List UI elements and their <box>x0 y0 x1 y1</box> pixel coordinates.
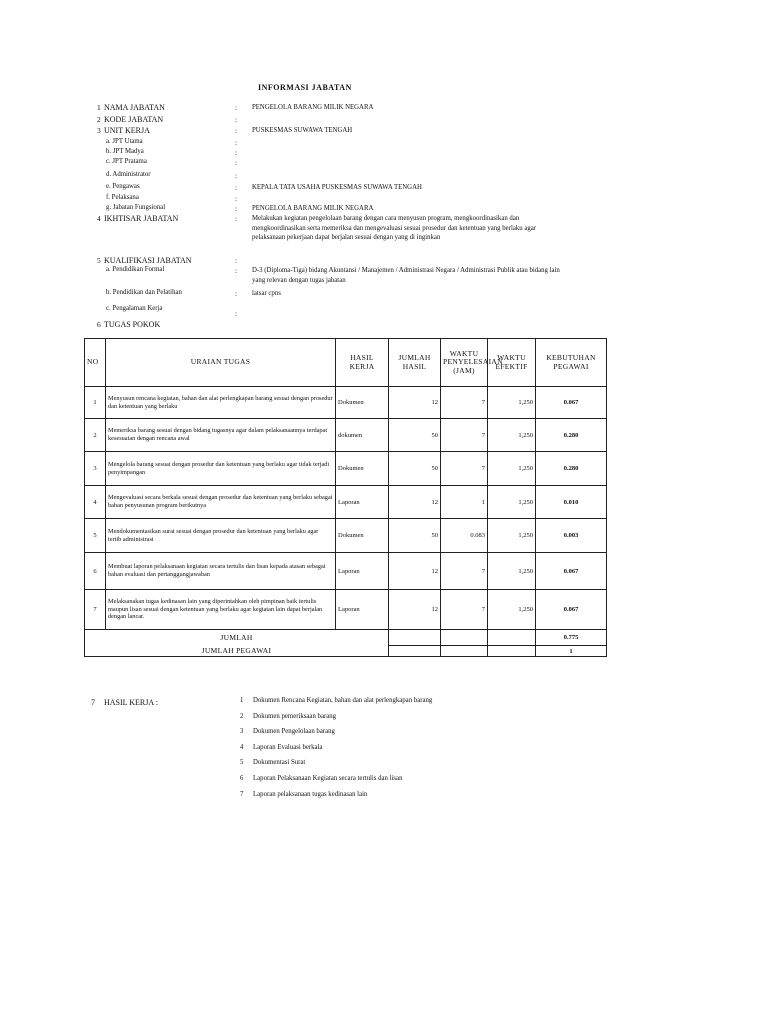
info-num: 5 <box>97 256 101 265</box>
info-colon: : <box>235 158 238 167</box>
info-row <box>0 148 768 158</box>
list-item-num: 3 <box>240 728 244 736</box>
list-item-num: 4 <box>240 743 244 751</box>
row-jumlah: 50 <box>389 519 441 553</box>
info-row <box>0 103 768 114</box>
row-no: 5 <box>85 519 106 553</box>
row-jumlah: 12 <box>389 553 441 590</box>
page-title: INFORMASI JABATAN <box>258 83 352 92</box>
info-label: f. Pelaksana <box>106 194 139 201</box>
info-label: IKHTISAR JABATAN <box>104 214 179 223</box>
row-efektif: 1,250 <box>488 553 536 590</box>
list-item-num: 7 <box>240 790 244 798</box>
row-hasil: Laporan <box>336 590 389 630</box>
row-hasil: dokumen <box>336 419 389 452</box>
row-kebutuhan: 0.003 <box>536 519 607 553</box>
info-row <box>0 320 768 330</box>
info-colon: : <box>235 103 238 112</box>
header-no: NO <box>85 339 106 387</box>
row-kebutuhan: 0.067 <box>536 590 607 630</box>
header-jumlah: JUMLAH HASIL <box>389 339 441 387</box>
table-row <box>85 519 607 553</box>
table-row <box>85 486 607 519</box>
list-item-text: Dokumen Pengelolaan barang <box>253 728 335 736</box>
info-colon: : <box>235 256 238 265</box>
info-row <box>0 214 768 254</box>
info-colon: : <box>235 115 238 124</box>
info-label: NAMA JABATAN <box>104 103 165 112</box>
jumlah-label: JUMLAH <box>85 630 389 646</box>
info-label: KODE JABATAN <box>104 115 164 124</box>
info-value: KEPALA TATA USAHA PUSKESMAS SUWAWA TENGAH <box>252 184 422 191</box>
row-uraian: Mengelola barang sesuai dengan prosedur dan ketentuan yang berlaku agar tidak terjadi penyimpangan <box>106 452 336 486</box>
row-hasil: Dokumen <box>336 387 389 419</box>
info-row <box>0 126 768 137</box>
table-row <box>85 590 607 630</box>
row-jumlah: 12 <box>389 486 441 519</box>
info-label: b. JPT Madya <box>106 148 144 155</box>
info-colon: : <box>235 214 238 223</box>
row-efektif: 1,250 <box>488 452 536 486</box>
info-label: KUALIFIKASI JABATAN <box>104 256 192 265</box>
row-jumlah: 12 <box>389 590 441 630</box>
header-waktu: WAKTU PENYELESAIAN (JAM) <box>441 339 488 387</box>
row-no: 4 <box>85 486 106 519</box>
info-row <box>0 305 768 319</box>
info-num: 6 <box>97 320 101 329</box>
row-jumlah: 12 <box>389 387 441 419</box>
row-no: 1 <box>85 387 106 419</box>
info-label: c. JPT Pratama <box>106 158 147 165</box>
row-waktu: 7 <box>441 387 488 419</box>
list-item-num: 5 <box>240 759 244 767</box>
header-uraian: URAIAN TUGAS <box>106 339 336 387</box>
list-item-num: 1 <box>240 697 244 704</box>
info-colon: : <box>235 138 238 147</box>
header-kebutuhan: KEBUTUHAN PEGAWAI <box>536 339 607 387</box>
info-label: TUGAS POKOK <box>104 320 161 329</box>
info-label: UNIT KERJA <box>104 126 150 135</box>
info-row <box>0 138 768 148</box>
row-uraian: Mendokumentasikan surat sesuai dengan prosedur dan ketentuan yang berlaku agar tertib administrasi <box>106 519 336 553</box>
row-kebutuhan: 0.010 <box>536 486 607 519</box>
info-row <box>0 115 768 126</box>
list-item-text: Laporan Evaluasi berkala <box>253 743 323 751</box>
info-colon: : <box>235 126 238 135</box>
row-waktu: 7 <box>441 590 488 630</box>
info-row <box>0 171 768 181</box>
info-colon: : <box>235 148 238 157</box>
row-efektif: 1,250 <box>488 486 536 519</box>
info-num: 1 <box>97 103 101 112</box>
row-efektif: 1,250 <box>488 387 536 419</box>
info-colon: : <box>235 266 238 275</box>
row-uraian: Menyusun rencana kegiatan, bahan dan alat perlengkapan barang sesuai dengan prosedur dan ketentuan yang berlaku <box>106 387 336 419</box>
row-hasil: Dokumen <box>336 519 389 553</box>
info-label: d. Administrator <box>106 171 151 178</box>
info-colon: : <box>235 194 238 203</box>
row-hasil: Laporan <box>336 553 389 590</box>
row-jumlah: 50 <box>389 452 441 486</box>
row-no: 6 <box>85 553 106 590</box>
row-waktu: 7 <box>441 452 488 486</box>
row-waktu: 7 <box>441 419 488 452</box>
info-label: b. Pendidikan dan Pelatihan <box>106 289 182 296</box>
info-value: PENGELOLA BARANG MILIK NEGARA <box>252 205 374 212</box>
list-item-text: Dokumen pemeriksaan barang <box>253 712 337 720</box>
row-waktu: 0.083 <box>441 519 488 553</box>
table-row <box>85 452 607 486</box>
row-uraian: Melaksanakan tugas kedinasan lain yang diperintahkan oleh pimpinan baik tertulis maupun lisan sesuai dengan ketentuan yang berlaku agar kegiatan lain dapat berjalan dengan lancar. <box>106 590 336 630</box>
info-label: c. Pengalaman Kerja <box>106 305 163 312</box>
info-value: PENGELOLA BARANG MILIK NEGARA <box>252 104 374 111</box>
table-row <box>85 419 607 452</box>
jumlah-value: 0.775 <box>536 630 607 646</box>
row-kebutuhan: 0.280 <box>536 419 607 452</box>
list-item-num: 6 <box>240 774 244 782</box>
row-hasil: Laporan <box>336 486 389 519</box>
row-kebutuhan: 0.280 <box>536 452 607 486</box>
info-label: g. Jabatan Fungsional <box>106 204 166 211</box>
row-efektif: 1,250 <box>488 590 536 630</box>
list-item-text: Laporan Pelaksanaan Kegiatan secara tertulis dan lisan <box>253 774 403 782</box>
row-efektif: 1,250 <box>488 519 536 553</box>
jumlah-pegawai-value: 1 <box>536 646 607 657</box>
list-item-text: Dokumentasi Surat <box>253 759 306 767</box>
row-kebutuhan: 0.067 <box>536 553 607 590</box>
row-kebutuhan: 0.067 <box>536 387 607 419</box>
info-colon: : <box>235 289 238 298</box>
row-waktu: 1 <box>441 486 488 519</box>
info-row <box>0 266 768 288</box>
info-value: Melakukan kegiatan pengelolaan barang dengan cara menyusun program, mengkoordinasikan dan mengkoordinasikan serta memeriksa dan mengevaluasi sesuai prosedur dan ketentuan yang berlaku agar pelaksanaan pekerjaan dapat berjalan sesuai dengan yang di inginkan <box>252 215 537 241</box>
list-item-text: Laporan pelaksanaan tugas kedinasan lain <box>253 790 368 798</box>
tugas-table <box>84 338 607 657</box>
hasil-kerja-label: HASIL KERJA : <box>104 698 158 707</box>
info-num: 2 <box>97 115 101 124</box>
info-colon: : <box>235 204 238 213</box>
info-colon: : <box>235 171 238 180</box>
hasil-kerja-num: 7 <box>91 698 95 707</box>
list-item-num: 2 <box>240 712 244 720</box>
list-item-text: Dokumen Rencana Kegiatan, bahan dan alat perlengkapan barang <box>253 697 433 704</box>
info-row <box>0 194 768 204</box>
info-row <box>0 158 768 168</box>
info-num: 4 <box>97 214 101 223</box>
table-row <box>85 387 607 419</box>
table-row <box>85 553 607 590</box>
row-no: 2 <box>85 419 106 452</box>
info-num: 3 <box>97 126 101 135</box>
header-hasil: HASIL KERJA <box>336 339 389 387</box>
info-value: D-3 (Diploma-Tiga) bidang Akuntansi / Manajemen / Administrasi Negara / Administrasi Publik atau bidang lain yang relevan dengan tugas jabatan <box>252 267 560 284</box>
row-efektif: 1,250 <box>488 419 536 452</box>
jumlah-pegawai-label: JUMLAH PEGAWAI <box>85 646 389 657</box>
info-label: a. JPT Utama <box>106 138 143 145</box>
row-jumlah: 50 <box>389 419 441 452</box>
row-uraian: Memeriksa barang sesuai dengan bidang tugasnya agar dalam pelaksanaannya terdapat kesesuaian dengan rencana awal <box>106 419 336 452</box>
header-efektif: WAKTU EFEKTIF <box>488 339 536 387</box>
row-no: 3 <box>85 452 106 486</box>
info-value: PUSKESMAS SUWAWA TENGAH <box>252 127 353 134</box>
info-value: latsar cpns <box>252 290 281 297</box>
info-label: a. Pendidikan Formal <box>106 266 165 273</box>
row-uraian: Membuat laporan pelaksanaan kegiatan secara tertulis dan lisan kepada atasan sebagai bahan evaluasi dan pertanggungjawaban <box>106 553 336 590</box>
info-row <box>0 204 768 214</box>
info-row <box>0 289 768 303</box>
info-colon: : <box>235 183 238 192</box>
info-row <box>0 183 768 193</box>
row-hasil: Dokumen <box>336 452 389 486</box>
row-uraian: Mengevaluasi secara berkala sesuai dengan prosedur dan ketentuan yang berlaku sebagai bahan penyusunan program berikutnya <box>106 486 336 519</box>
info-colon: : <box>235 309 238 318</box>
row-no: 7 <box>85 590 106 630</box>
info-label: e. Pengawas <box>106 183 140 190</box>
row-waktu: 7 <box>441 553 488 590</box>
info-row <box>0 256 768 266</box>
